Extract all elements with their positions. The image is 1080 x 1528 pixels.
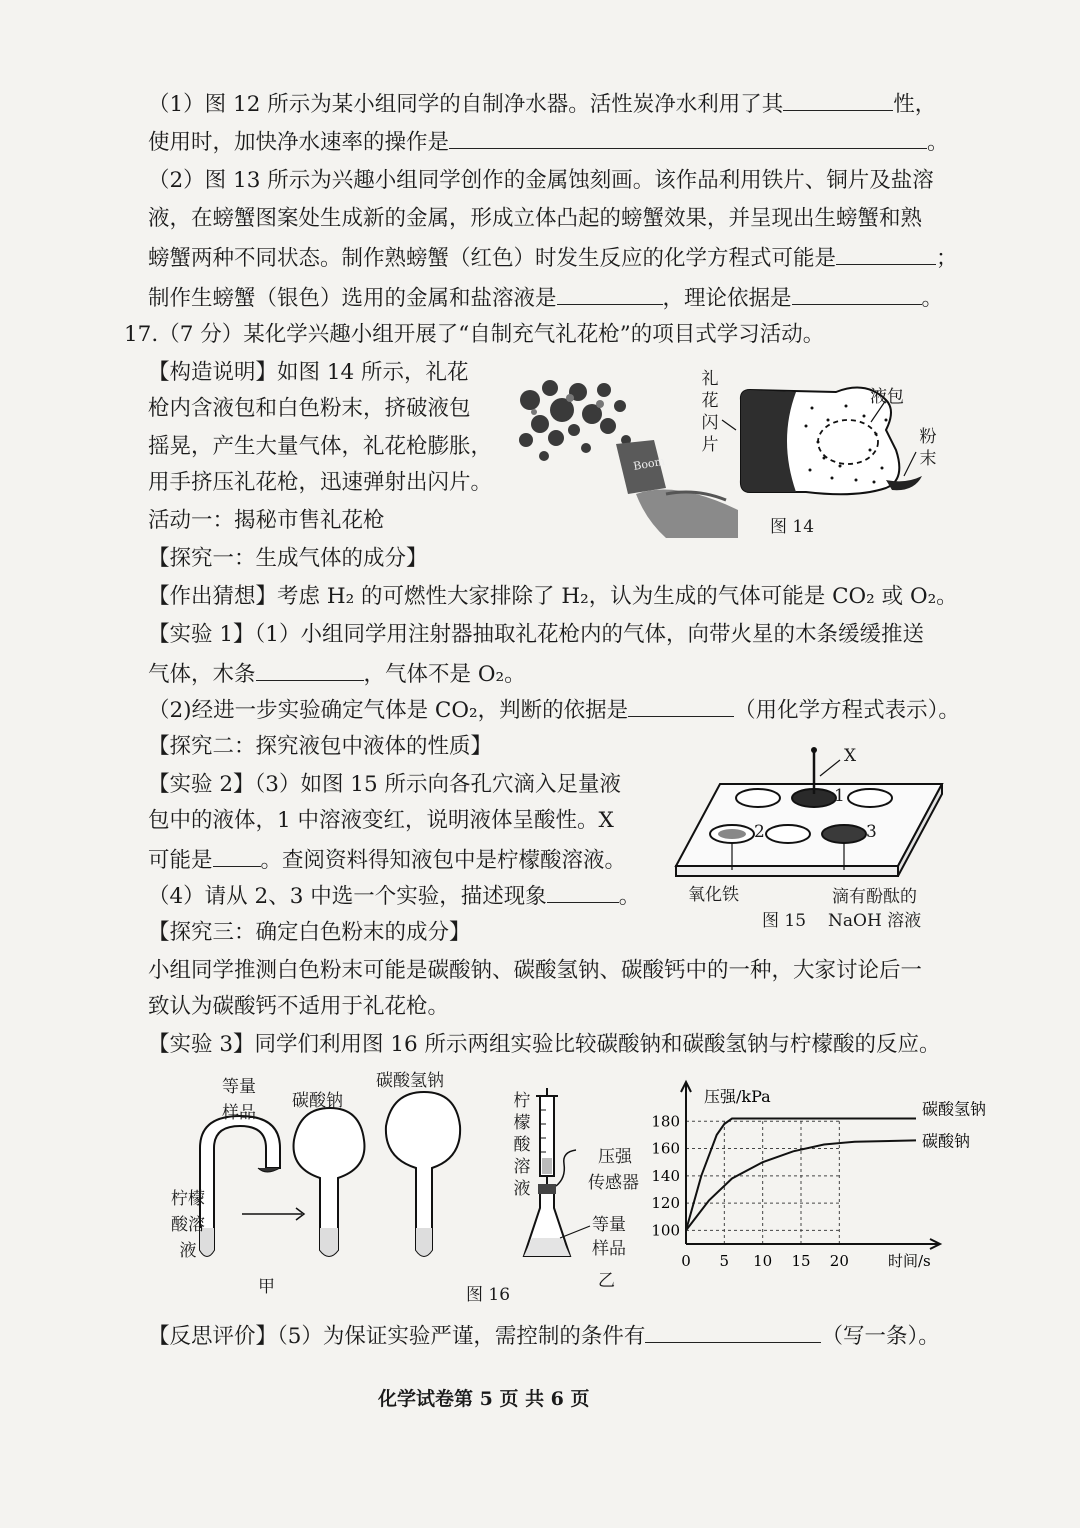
q16-line-6: [148, 282, 948, 314]
exp2-text: 。查阅资料得知液包中是柠檬酸溶液。: [260, 848, 627, 873]
reflect-text: 【反思评价】（5）为保证实验严谨，需控制的条件有: [148, 1324, 646, 1349]
answer-blank[interactable]: [628, 694, 734, 717]
chart-y-tick-label: 160: [651, 1139, 680, 1158]
flash-char: 片: [701, 435, 719, 455]
chart-x-tick-label: 0: [681, 1252, 691, 1270]
powder-line-1: 小组同学推测白色粉末可能是碳酸钠、碳酸氢钠、碳酸钙中的一种，大家讨论后一: [148, 958, 923, 983]
chart-x-tick-label: 20: [829, 1252, 849, 1270]
chart-y-tick-label: 180: [651, 1112, 680, 1131]
exp1-line-2: [148, 658, 948, 690]
q16-line-5: [148, 242, 958, 274]
exp1-line-1: 【实验 1】（1）小组同学用注射器抽取礼花枪内的气体，向带火星的木条缓缓推送: [148, 622, 924, 647]
q16-text: 制作生螃蟹（银色）选用的金属和盐溶液是: [148, 286, 557, 311]
exp2-line-1: 【实验 2】（3）如图 15 所示向各孔穴滴入足量液: [148, 772, 621, 797]
exp2-line-4: [148, 880, 641, 912]
q16-line-2: [148, 126, 948, 158]
iron-oxide-label: 氧化铁: [688, 885, 739, 905]
exp1-text: （2)经进一步实验确定气体是 CO₂，判断的依据是: [148, 698, 629, 723]
figure-14-caption: 图 14: [770, 517, 815, 537]
boom-label: Boom: [632, 454, 666, 473]
x-label: X: [844, 746, 857, 766]
equal-sample-1: 等量: [222, 1077, 256, 1097]
powder-char: 末: [919, 449, 937, 469]
activity-1: 活动一：揭秘市售礼花枪: [148, 508, 385, 533]
q16-text: ；: [936, 246, 958, 271]
pressure-chart-svg: [640, 1076, 987, 1276]
chart-y-tick-label: 140: [651, 1166, 680, 1185]
exp2-line-2: 包中的液体，1 中溶液变红，说明液体呈酸性。X: [148, 808, 614, 833]
chart-series-label: 碳酸钠: [922, 1131, 971, 1151]
exp3-line: 【实验 3】同学们利用图 16 所示两组实验比较碳酸钠和碳酸氢钠与柠檬酸的反应。: [148, 1032, 941, 1057]
hole-2-label: 2: [754, 822, 765, 842]
equal-sample-yi-1: 等量: [592, 1215, 626, 1235]
answer-blank[interactable]: [449, 126, 927, 149]
pressure-sensor-2: 传感器: [588, 1173, 639, 1193]
chart-x-tick-label: 10: [753, 1252, 773, 1270]
equal-sample-yi-2: 样品: [592, 1239, 626, 1259]
citric-acid-label: 柠檬酸溶液: [171, 1189, 205, 1261]
yi-label: 乙: [598, 1271, 615, 1291]
q16-text: 使用时，加快净水速率的操作是: [148, 130, 450, 155]
q16-text: 。: [921, 286, 944, 311]
q16-line-3: （2）图 13 所示为兴趣小组同学创作的金属蚀刻画。该作品利用铁片、铜片及盐溶: [148, 168, 934, 193]
q16-line-1: [148, 88, 948, 120]
construct-line-1: 【构造说明】如图 14 所示，礼花: [148, 360, 469, 385]
figure-15: [672, 740, 950, 880]
exp2-text: （4）请从 2、3 中选一个实验，描述现象: [148, 884, 547, 909]
flash-label: [700, 368, 720, 456]
pressure-chart: [640, 1076, 987, 1276]
chart-series-label: 碳酸氢钠: [922, 1099, 987, 1119]
exp2-text: 可能是: [148, 848, 213, 873]
reflect-line: [148, 1320, 948, 1352]
flash-char: 花: [701, 391, 719, 411]
answer-blank[interactable]: [547, 880, 619, 903]
exp2-line-3: [148, 844, 628, 876]
figure-16-caption: 图 16: [466, 1285, 511, 1305]
chart-y-tick-label: 120: [651, 1194, 680, 1213]
answer-blank[interactable]: [256, 658, 364, 681]
answer-blank[interactable]: [783, 88, 893, 111]
q16-line-4: 液，在螃蟹图案处生成新的金属，形成立体凸起的螃蟹效果，并呈现出生螃蟹和熟: [148, 206, 923, 231]
jia-label: 甲: [258, 1277, 275, 1297]
citric-vertical-label: 柠檬酸溶液: [513, 1091, 531, 1199]
exp1-text: ，气体不是 O₂。: [363, 662, 526, 687]
chart-x-tick-label: 5: [719, 1252, 730, 1270]
explore-2: 【探究二：探究液包中液体的性质】: [148, 734, 493, 759]
liquid-pack-label: 液包: [870, 387, 904, 407]
powder-char: 粉: [919, 427, 937, 447]
flash-char: 闪: [701, 413, 719, 433]
figure-14-diagram: [736, 380, 946, 510]
naoh-label-1: 滴有酚酞的: [832, 887, 917, 907]
na2co3-label: 碳酸钠: [292, 1091, 343, 1111]
answer-blank[interactable]: [557, 282, 663, 305]
pressure-sensor-1: 压强: [598, 1147, 632, 1167]
q16-text: 螃蟹两种不同状态。制作熟螃蟹（红色）时发生反应的化学方程式可能是: [148, 246, 837, 271]
q16-text: 性，: [893, 92, 937, 117]
chart-y-axis-label: 压强/kPa: [704, 1087, 771, 1106]
equal-sample-2: 样品: [222, 1103, 256, 1123]
answer-blank[interactable]: [792, 282, 922, 305]
explore-3: 【探究三：确定白色粉末的成分】: [148, 920, 471, 945]
explore-1: 【探究一：生成气体的成分】: [148, 546, 428, 571]
hole-3-label: 3: [866, 822, 877, 842]
q16-text: 。: [927, 130, 949, 155]
nahco3-label: 碳酸氢钠: [376, 1071, 444, 1091]
figure-15-caption: 图 15: [762, 911, 807, 931]
guess-line: 【作出猜想】考虑 H₂ 的可燃性大家排除了 H₂，认为生成的气体可能是 CO₂ 或 O₂。: [148, 584, 958, 609]
flash-char: 礼: [701, 369, 719, 389]
answer-blank[interactable]: [213, 844, 261, 867]
chart-y-tick-label: 100: [651, 1221, 680, 1240]
exp2-text: 。: [618, 884, 641, 909]
exp1-line-3: [148, 694, 960, 726]
answer-blank[interactable]: [836, 242, 936, 265]
answer-blank[interactable]: [645, 1320, 821, 1343]
q17-title: 17.（7 分）某化学兴趣小组开展了“自制充气礼花枪”的项目式学习活动。: [124, 322, 825, 347]
powder-line-2: 致认为碳酸钙不适用于礼花枪。: [148, 994, 450, 1019]
hole-1-label: 1: [834, 786, 845, 806]
page-footer: 化学试卷第 5 页 共 6 页: [378, 1388, 590, 1410]
construct-line-3: 摇晃，产生大量气体，礼花枪膨胀，: [148, 434, 493, 459]
q16-text: ，理论依据是: [662, 286, 792, 311]
chart-x-tick-label: 15: [791, 1252, 811, 1270]
powder-label: [918, 426, 938, 470]
naoh-label-2: NaOH 溶液: [828, 911, 922, 931]
construct-line-4: 用手挤压礼花枪，迅速弹射出闪片。: [148, 470, 493, 495]
exp1-text: 气体，木条: [148, 662, 256, 687]
chart-x-axis-label: 时间/s: [888, 1252, 931, 1270]
exp1-text: （用化学方程式表示）。: [734, 698, 960, 723]
q16-text: （1）图 12 所示为某小组同学的自制净水器。活性炭净水利用了其: [148, 92, 784, 117]
construct-line-2: 枪内含液包和白色粉末，挤破液包: [148, 396, 471, 421]
reflect-text: （写一条）。: [821, 1324, 940, 1349]
